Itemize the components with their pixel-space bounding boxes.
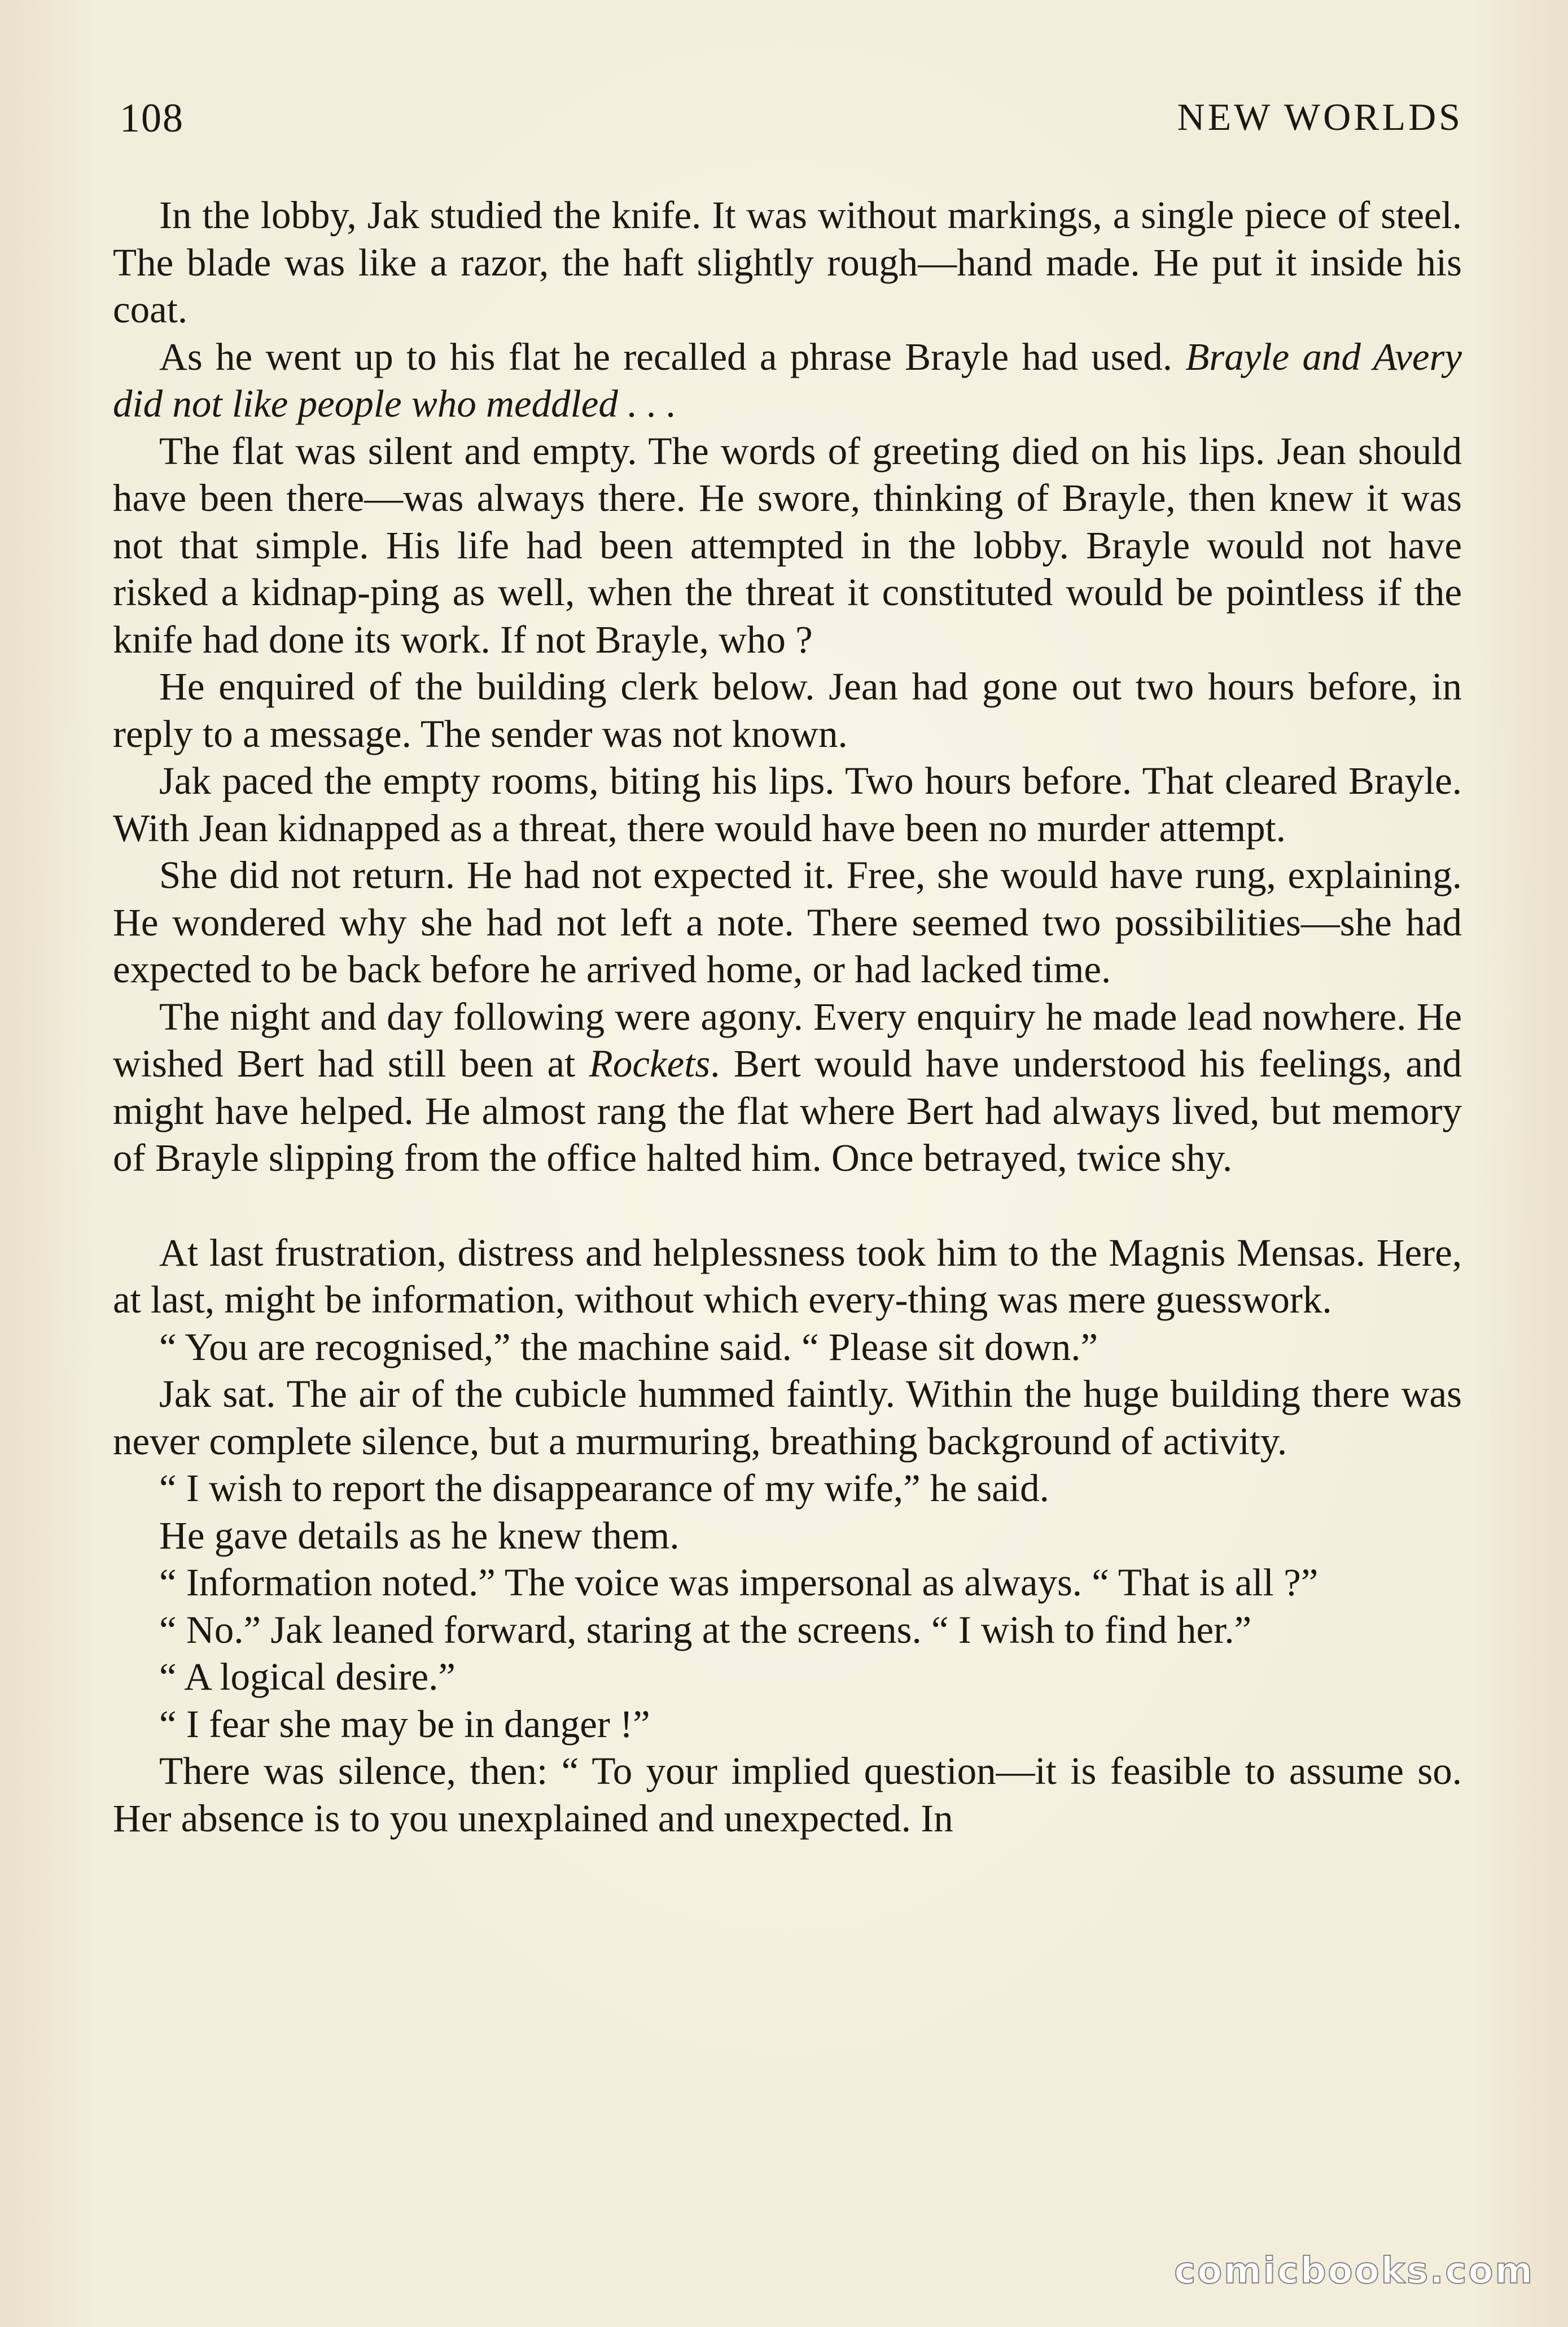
paragraph-text: “ A logical desire.”: [159, 1655, 455, 1698]
paragraph-text: As he went up to his flat he recalled a phrase Brayle had used.: [159, 335, 1172, 378]
paragraph: [113, 1607, 1462, 1654]
paragraph: [113, 994, 1462, 1182]
paragraph-text: . Bert would have understood his feelings, and might have helped. He almost rang the flat where Bert had always lived, but memory of Brayle slipping from the office halted him. Once betrayed, twice shy.: [113, 1042, 1462, 1179]
paragraph: [113, 1559, 1462, 1607]
page-header: [120, 95, 1463, 163]
paragraph-text: At last frustration, distress and helplessness took him to the Magnis Mensas. Here, at last, might be information, without which every-thing was mere guesswork.: [113, 1231, 1462, 1321]
paragraph: [113, 1512, 1462, 1560]
paragraph-text: “ No.” Jak leaned forward, staring at the screens. “ I wish to find her.”: [159, 1608, 1252, 1651]
watermark-logo: comicbooks.com: [1174, 2250, 1534, 2292]
italic-title: Rockets: [589, 1042, 711, 1085]
paragraph-text: Jak paced the empty rooms, biting his lips. Two hours before. That cleared Brayle. With Jean kidnapped as a threat, there would have been no murder attempt.: [113, 759, 1462, 850]
paragraph-text: She did not return. He had not expected it. Free, she would have rung, explaining. He wondered why she had not left a note. There seemed two possibilities—she had expected to be back before he arrived home, or had lacked time.: [113, 854, 1462, 991]
paragraph: [113, 1701, 1462, 1748]
paragraph: [113, 192, 1462, 334]
body-text: [113, 192, 1462, 1842]
paragraph-text: “ I wish to report the disappearance of my wife,” he said.: [159, 1467, 1049, 1510]
paragraph: [113, 1748, 1462, 1842]
paragraph: [113, 1324, 1462, 1371]
paragraph: [113, 1465, 1462, 1512]
section-break: [113, 1182, 1462, 1230]
paragraph: [113, 852, 1462, 994]
paragraph: [113, 334, 1462, 428]
paragraph-text: He enquired of the building clerk below. Jean had gone out two hours before, in reply to a message. The sender was not known.: [113, 665, 1462, 755]
paragraph-text: Jak sat. The air of the cubicle hummed faintly. Within the huge building there was never complete silence, but a murmuring, breathing background of activity.: [113, 1372, 1462, 1463]
paragraph: [113, 1371, 1462, 1465]
paragraph-text: The night and day following were agony. Every enquiry he made lead nowhere. He wished Bert had still been at: [113, 995, 1462, 1085]
paragraph-text: There was silence, then: “ To your implied question—it is feasible to assume so. Her absence is to you unexplained and unexpected. In: [113, 1749, 1462, 1840]
paragraph-text: “ Information noted.” The voice was impersonal as always. “ That is all ?”: [159, 1561, 1319, 1604]
paragraph-text: The flat was silent and empty. The words of greeting died on his lips. Jean should have been there—was always there. He swore, thinking of Brayle, then knew it was not that simple. His life had been attempted in the lobby. Brayle would not have risked a kidnap-ping as well, when the threat it constituted would be pointless if the knife had done its work. If not Brayle, who ?: [113, 429, 1462, 661]
paragraph: [113, 1654, 1462, 1701]
paragraph-text: He gave details as he knew them.: [159, 1514, 680, 1557]
page-number: 108: [120, 95, 184, 141]
paragraph: [113, 758, 1462, 852]
italic-quote: Brayle and Avery did not like people who meddled . . .: [113, 335, 1462, 425]
paragraph-text: “ You are recognised,” the machine said. “ Please sit down.”: [159, 1325, 1098, 1368]
paragraph-text: “ I fear she may be in danger !”: [159, 1702, 650, 1746]
paragraph: [113, 663, 1462, 758]
paragraph: [113, 428, 1462, 664]
paragraph-text: In the lobby, Jak studied the knife. It was without markings, a single piece of steel. The blade was like a razor, the haft slightly rough—hand made. He put it inside his coat.: [113, 194, 1462, 331]
paragraph: [113, 1230, 1462, 1324]
running-title: NEW WORLDS: [1177, 95, 1463, 138]
